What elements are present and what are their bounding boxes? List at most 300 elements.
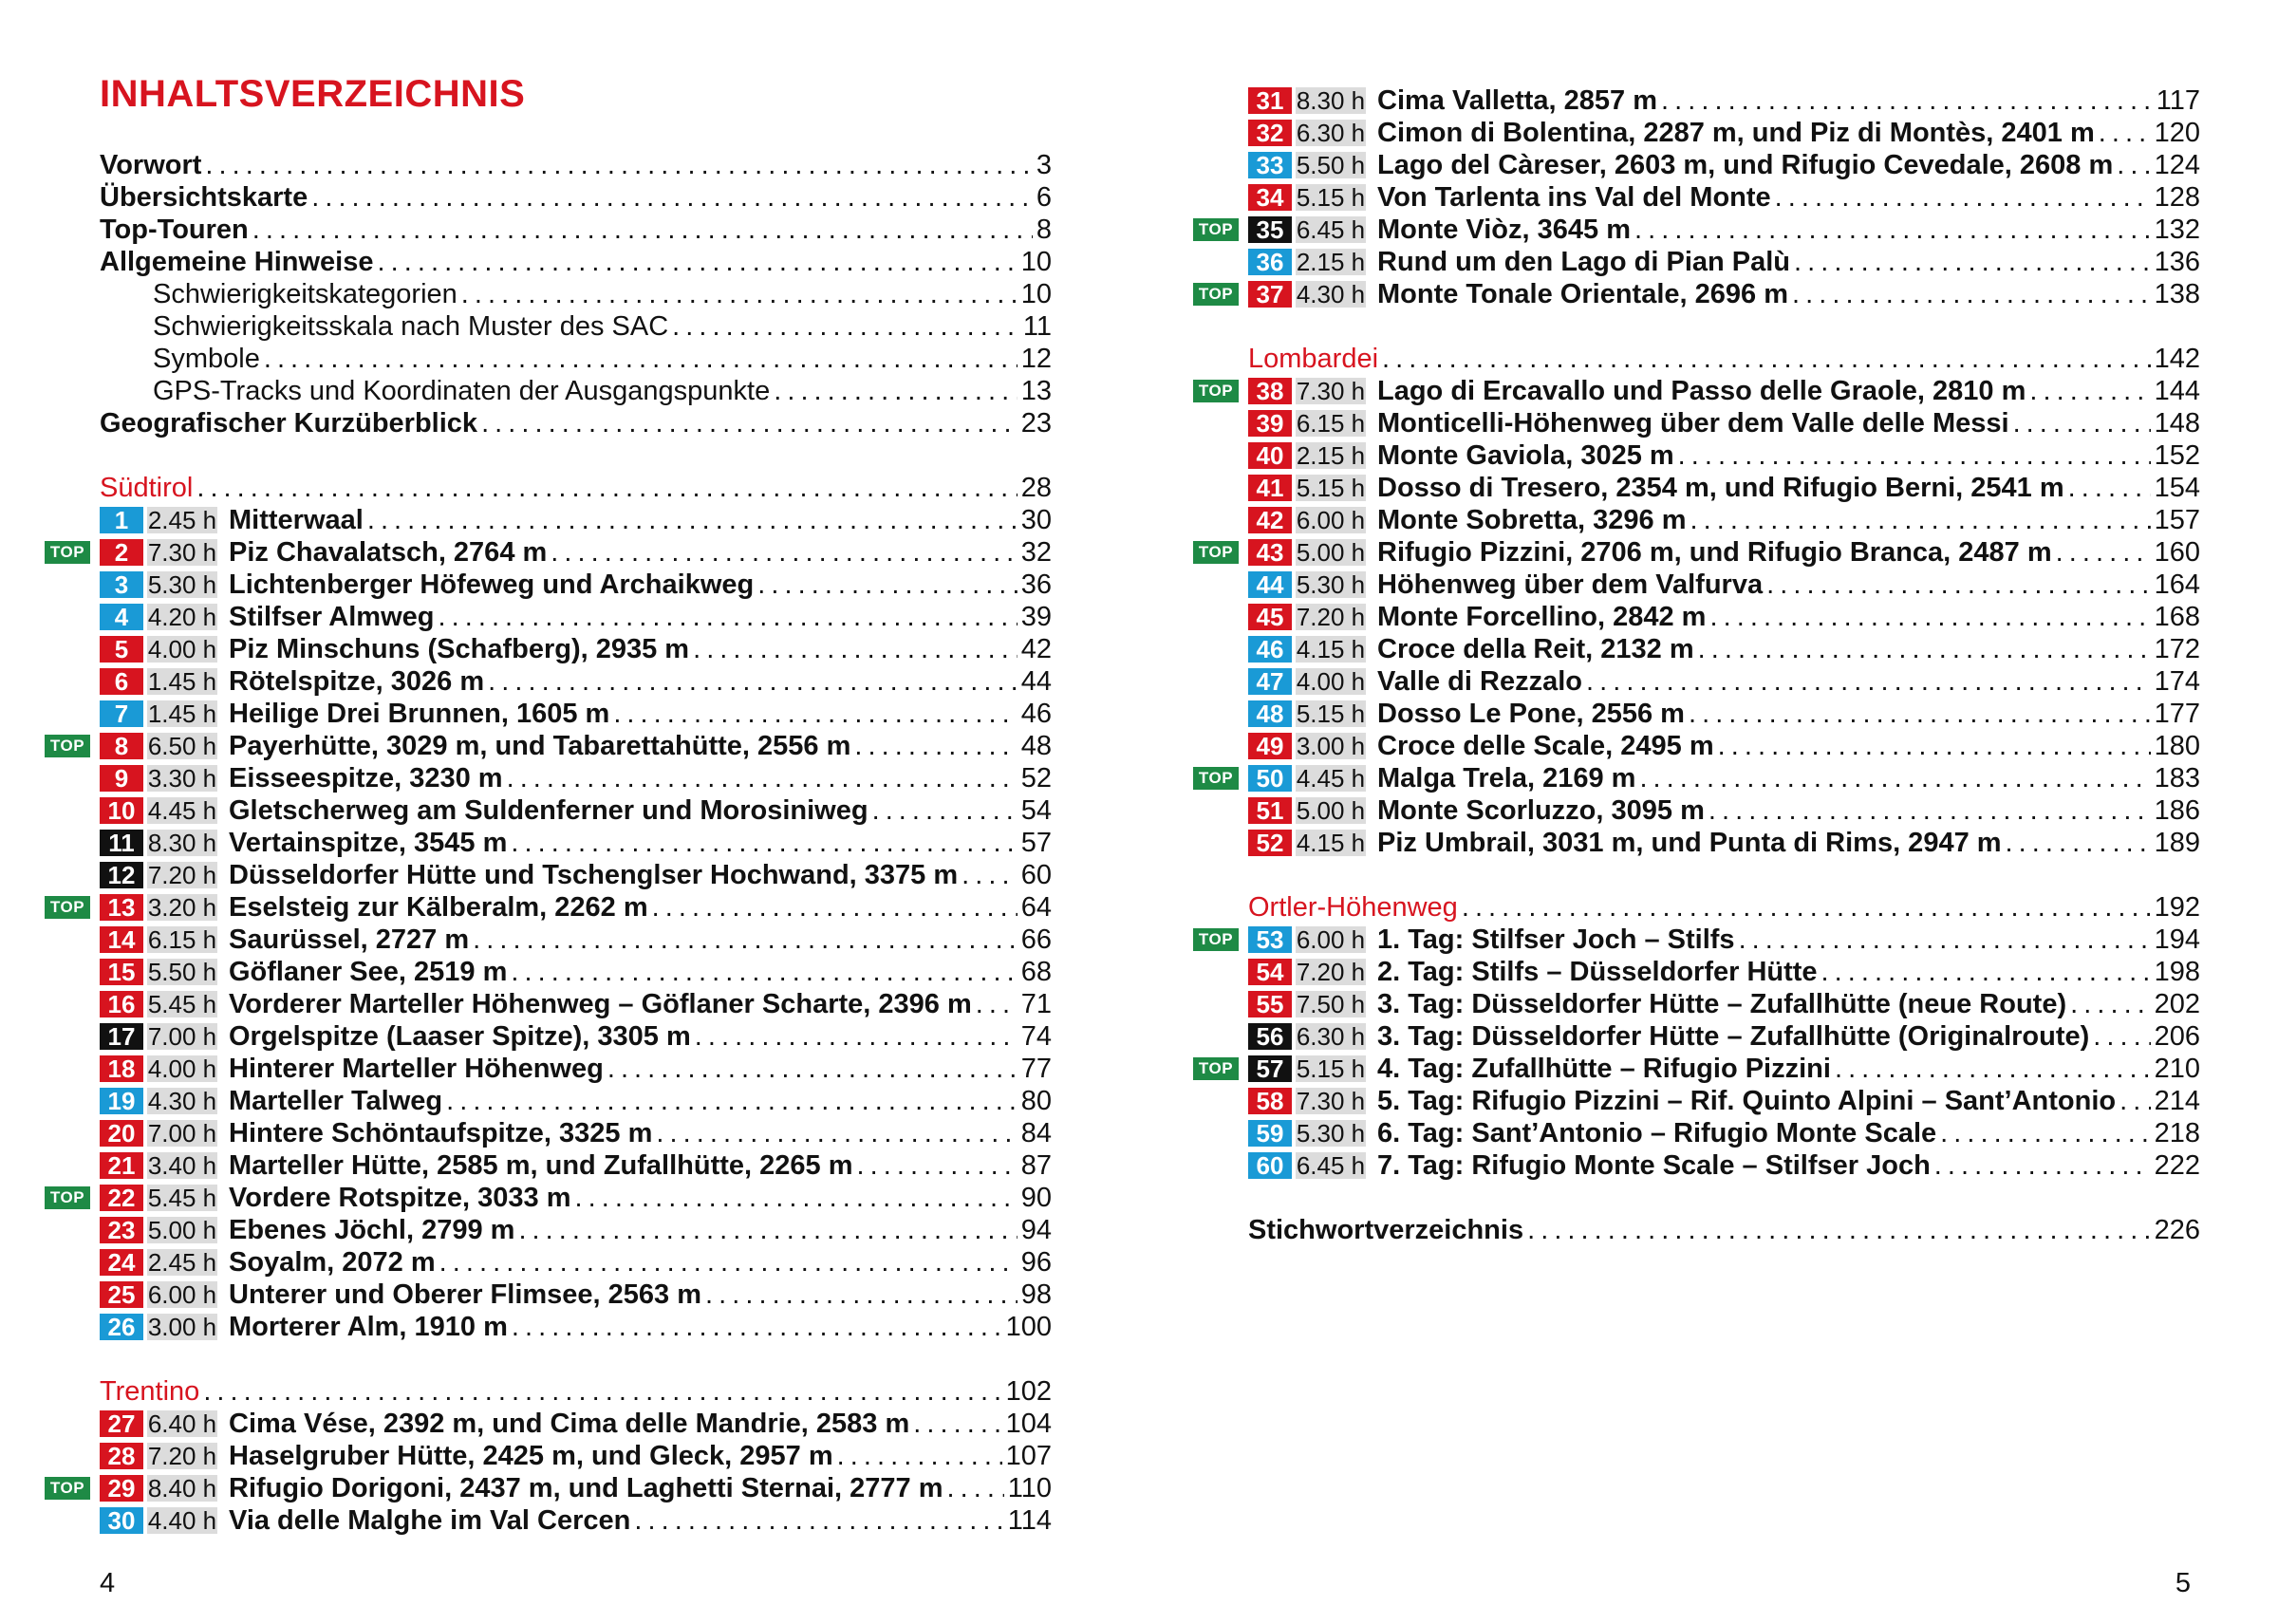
tour-duration: 6.50 h [147, 731, 217, 760]
tour-duration: 5.30 h [1296, 569, 1366, 599]
dot-leader [264, 344, 1018, 375]
tour-duration: 7.30 h [1296, 1086, 1366, 1115]
entry-page-number: 10 [1020, 246, 1052, 277]
tour-entry-46[interactable] [1248, 633, 2200, 665]
entry-label: Rifugio Pizzini, 2706 m, und Rifugio Branca, 2487 m [1377, 536, 2052, 568]
tour-entry-43[interactable] [1198, 536, 2200, 569]
entry-label: Von Tarlenta ins Val del Monte [1377, 181, 1771, 213]
tour-number-badge: 48 [1248, 700, 1292, 727]
entry-label: Croce delle Scale, 2495 m [1377, 730, 1714, 761]
toc-entry[interactable] [100, 214, 1052, 246]
tour-entry-40[interactable] [1248, 439, 2200, 472]
dot-leader [1739, 924, 2151, 956]
tour-number-badge: 45 [1248, 604, 1292, 630]
entry-label: Eisseespitze, 3230 m [229, 762, 503, 793]
tour-number-badge: 11 [100, 830, 143, 856]
dot-leader [634, 1505, 1003, 1537]
tour-entry-56[interactable] [1248, 1020, 2200, 1053]
tour-duration: 5.15 h [1296, 699, 1366, 728]
tour-number-badge: 53 [1248, 926, 1292, 953]
tour-number-badge: 47 [1248, 668, 1292, 695]
dot-leader [551, 537, 1017, 569]
dot-leader [693, 634, 1018, 665]
tour-duration: 8.30 h [1296, 85, 1366, 115]
tour-number-badge: 6 [100, 668, 143, 695]
tour-duration: 6.45 h [1296, 215, 1366, 244]
dot-leader [976, 989, 1018, 1020]
tour-number-badge: 25 [100, 1281, 143, 1308]
entry-page-number: 66 [1020, 924, 1052, 955]
entry-page-number: 48 [1020, 730, 1052, 761]
tour-number-badge: 36 [1248, 249, 1292, 275]
tour-entry-16[interactable] [100, 988, 1052, 1020]
dot-leader [438, 602, 1017, 633]
tour-entry-12[interactable] [100, 859, 1052, 891]
dot-leader [1634, 215, 2151, 246]
dot-leader [378, 247, 1018, 278]
entry-page-number: 148 [2154, 407, 2200, 439]
entry-page-number: 218 [2154, 1117, 2200, 1148]
tour-number-badge: 60 [1248, 1152, 1292, 1179]
tour-number-badge: 55 [1248, 991, 1292, 1017]
tour-entry-28[interactable] [100, 1440, 1052, 1472]
dot-leader [757, 569, 1017, 601]
tour-entry-42[interactable] [1248, 504, 2200, 536]
entry-label: Eselsteig zur Kälberalm, 2262 m [229, 891, 648, 923]
tour-entry-18[interactable] [100, 1053, 1052, 1085]
tour-entry-38[interactable] [1198, 375, 2200, 407]
dot-leader [607, 1054, 1018, 1085]
tour-entry-34[interactable] [1248, 181, 2200, 214]
tour-entry-25[interactable] [100, 1279, 1052, 1311]
entry-label: Ebenes Jöchl, 2799 m [229, 1214, 515, 1245]
entry-page-number: 77 [1020, 1053, 1052, 1084]
tour-entry-54[interactable] [1248, 956, 2200, 988]
entry-page-number: 192 [2154, 891, 2200, 923]
dot-leader [439, 1247, 1018, 1279]
dot-leader [1709, 602, 2150, 633]
toc-entry[interactable] [100, 1375, 1052, 1408]
tour-number-badge: 57 [1248, 1055, 1292, 1082]
tour-number-badge: 31 [1248, 87, 1292, 114]
tour-number-badge: 13 [100, 894, 143, 921]
top-tour-badge: TOP [1193, 218, 1239, 241]
tour-duration: 5.15 h [1296, 182, 1366, 212]
dot-leader [613, 699, 1017, 730]
tour-entry-9[interactable] [100, 762, 1052, 794]
toc-entry[interactable] [100, 181, 1052, 214]
tour-number-badge: 19 [100, 1088, 143, 1114]
tour-duration: 3.20 h [147, 892, 217, 922]
toc-entry[interactable] [1248, 891, 2200, 924]
entry-page-number: 60 [1020, 859, 1052, 890]
tour-entry-3[interactable] [100, 569, 1052, 601]
tour-entry-14[interactable] [100, 924, 1052, 956]
tour-duration: 6.00 h [147, 1279, 217, 1309]
tour-entry-2[interactable] [49, 536, 1052, 569]
dot-leader [2029, 376, 2150, 407]
dot-leader [518, 1215, 1017, 1246]
dot-leader [507, 763, 1018, 794]
entry-label: Valle di Rezzalo [1377, 665, 1582, 697]
entry-label: Morterer Alm, 1910 m [229, 1311, 508, 1342]
dot-leader [705, 1279, 1018, 1311]
dot-leader [913, 1409, 1001, 1440]
dot-leader [2093, 1021, 2150, 1053]
tour-entry-50[interactable] [1198, 762, 2200, 794]
dot-leader [2068, 473, 2151, 504]
tour-entry-22[interactable] [49, 1182, 1052, 1214]
entry-page-number: 11 [1022, 310, 1052, 342]
tour-duration: 3.00 h [147, 1312, 217, 1341]
entry-label: Marteller Talweg [229, 1085, 443, 1116]
tour-entry-57[interactable] [1198, 1053, 2200, 1085]
tour-number-badge: 33 [1248, 152, 1292, 178]
tour-duration: 1.45 h [147, 666, 217, 696]
dot-leader [652, 892, 1018, 924]
entry-label: Vorderer Marteller Höhenweg – Göflaner Scharte, 2396 m [229, 988, 972, 1019]
entry-page-number: 64 [1020, 891, 1052, 923]
dot-leader [774, 376, 1018, 407]
tour-number-badge: 59 [1248, 1120, 1292, 1147]
entry-label: Vorwort [100, 149, 202, 180]
tour-number-badge: 15 [100, 959, 143, 985]
tour-entry-58[interactable] [1248, 1085, 2200, 1117]
tour-duration: 2.15 h [1296, 247, 1366, 276]
tour-duration: 5.45 h [147, 1183, 217, 1212]
toc-entry[interactable] [100, 246, 1052, 278]
tour-entry-39[interactable] [1248, 407, 2200, 439]
tour-number-badge: 17 [100, 1023, 143, 1050]
tour-entry-13[interactable] [49, 891, 1052, 924]
tour-duration: 6.15 h [147, 924, 217, 954]
toc-entry[interactable] [100, 149, 1052, 181]
tour-number-badge: 37 [1248, 281, 1292, 308]
entry-page-number: 206 [2154, 1020, 2200, 1052]
dot-leader [854, 731, 1017, 762]
toc-entry[interactable] [1248, 1214, 2200, 1246]
entry-page-number: 52 [1020, 762, 1052, 793]
tour-entry-48[interactable] [1248, 698, 2200, 730]
top-tour-badge: TOP [45, 1477, 90, 1500]
toc-entry[interactable] [100, 407, 1052, 439]
entry-label: Monte Forcellino, 2842 m [1377, 601, 1707, 632]
entry-label: Rötelspitze, 3026 m [229, 665, 485, 697]
tour-entry-19[interactable] [100, 1085, 1052, 1117]
entry-label: Monte Tonale Orientale, 2696 m [1377, 278, 1788, 309]
entry-page-number: 172 [2154, 633, 2200, 664]
dot-leader [1678, 440, 2151, 472]
dot-leader [1527, 1215, 2151, 1246]
tour-number-badge: 7 [100, 700, 143, 727]
entry-page-number: 114 [1007, 1504, 1052, 1536]
dot-leader [1940, 1118, 2150, 1149]
dot-leader [461, 279, 1018, 310]
tour-duration: 4.00 h [147, 1054, 217, 1083]
tour-duration: 5.50 h [147, 957, 217, 986]
tour-entry-7[interactable] [100, 698, 1052, 730]
tour-entry-8[interactable] [49, 730, 1052, 762]
toc-entry[interactable] [100, 375, 1052, 407]
tour-entry-20[interactable] [100, 1117, 1052, 1149]
entry-page-number: 110 [1007, 1472, 1052, 1503]
tour-number-badge: 4 [100, 604, 143, 630]
entry-label: Allgemeine Hinweise [100, 246, 374, 277]
tour-duration: 7.00 h [147, 1021, 217, 1051]
tour-duration: 5.00 h [147, 1215, 217, 1244]
entry-label: Höhenweg über dem Valfurva [1377, 569, 1764, 600]
tour-entry-10[interactable] [100, 794, 1052, 827]
tour-entry-6[interactable] [100, 665, 1052, 698]
entry-page-number: 54 [1020, 794, 1052, 826]
tour-duration: 6.45 h [1296, 1150, 1366, 1180]
tour-duration: 7.30 h [147, 537, 217, 567]
tour-entry-41[interactable] [1248, 472, 2200, 504]
dot-leader [1382, 344, 2151, 375]
entry-label: 1. Tag: Stilfser Joch – Stilfs [1377, 924, 1735, 955]
tour-duration: 2.15 h [1296, 440, 1366, 470]
tour-entry-53[interactable] [1198, 924, 2200, 956]
entry-page-number: 30 [1020, 504, 1052, 535]
tour-entry-44[interactable] [1248, 569, 2200, 601]
entry-page-number: 164 [2154, 569, 2200, 600]
tour-duration: 4.00 h [147, 634, 217, 663]
toc-entry[interactable] [100, 343, 1052, 375]
dot-leader [1775, 182, 2151, 214]
dot-leader [2006, 828, 2151, 859]
entry-page-number: 42 [1020, 633, 1052, 664]
tour-entry-45[interactable] [1248, 601, 2200, 633]
entry-page-number: 74 [1020, 1020, 1052, 1052]
tour-duration: 1.45 h [147, 699, 217, 728]
tour-duration: 5.45 h [147, 989, 217, 1018]
tour-duration: 6.40 h [147, 1409, 217, 1438]
entry-page-number: 168 [2154, 601, 2200, 632]
tour-entry-30[interactable] [100, 1504, 1052, 1537]
entry-label: GPS-Tracks und Koordinaten der Ausgangspunkte [153, 375, 771, 406]
tour-entry-26[interactable] [100, 1311, 1052, 1343]
entry-label: Vertainspitze, 3545 m [229, 827, 508, 858]
top-tour-badge: TOP [1193, 541, 1239, 564]
entry-label: Düsseldorfer Hütte und Tschenglser Hochwand, 3375 m [229, 859, 959, 890]
tour-number-badge: 28 [100, 1443, 143, 1469]
entry-label: Monte Gaviola, 3025 m [1377, 439, 1674, 471]
entry-page-number: 32 [1020, 536, 1052, 568]
entry-page-number: 107 [1005, 1440, 1052, 1471]
entry-label: Hinterer Marteller Höhenweg [229, 1053, 604, 1084]
toc-title: INHALTSVERZEICHNIS [100, 73, 526, 115]
dot-leader [2056, 537, 2151, 569]
entry-page-number: 160 [2154, 536, 2200, 568]
entry-page-number: 226 [2154, 1214, 2200, 1245]
tour-number-badge: 32 [1248, 120, 1292, 146]
tour-duration: 7.00 h [147, 1118, 217, 1148]
dot-leader [857, 1150, 1018, 1182]
tour-number-badge: 58 [1248, 1088, 1292, 1114]
entry-page-number: 13 [1020, 375, 1052, 406]
entry-page-number: 183 [2154, 762, 2200, 793]
dot-leader [481, 408, 1018, 439]
entry-page-number: 6 [1036, 181, 1052, 213]
toc-entry[interactable] [1248, 343, 2200, 375]
tour-number-badge: 38 [1248, 378, 1292, 404]
entry-page-number: 152 [2154, 439, 2200, 471]
tour-number-badge: 22 [100, 1185, 143, 1211]
entry-label: 3. Tag: Düsseldorfer Hütte – Zufallhütte (Originalroute) [1377, 1020, 2090, 1052]
entry-page-number: 136 [2154, 246, 2200, 277]
tour-duration: 2.45 h [147, 1247, 217, 1277]
tour-number-badge: 50 [1248, 765, 1292, 792]
dot-leader [252, 215, 1033, 246]
entry-page-number: 189 [2154, 827, 2200, 858]
toc-entry[interactable] [100, 278, 1052, 310]
tour-duration: 4.00 h [1296, 666, 1366, 696]
tour-number-badge: 46 [1248, 636, 1292, 663]
dot-leader [962, 860, 1018, 891]
tour-duration: 4.15 h [1296, 634, 1366, 663]
entry-label: Hintere Schöntaufspitze, 3325 m [229, 1117, 653, 1148]
entry-page-number: 198 [2154, 956, 2200, 987]
tour-number-badge: 2 [100, 539, 143, 566]
tour-entry-37[interactable] [1198, 278, 2200, 310]
tour-duration: 5.15 h [1296, 1054, 1366, 1083]
entry-label: Monte Scorluzzo, 3095 m [1377, 794, 1705, 826]
tour-entry-4[interactable] [100, 601, 1052, 633]
tour-entry-11[interactable] [100, 827, 1052, 859]
entry-page-number: 100 [1005, 1311, 1052, 1342]
dot-leader [872, 795, 1018, 827]
tour-number-badge: 23 [100, 1217, 143, 1243]
tour-entry-29[interactable] [49, 1472, 1052, 1504]
dot-leader [2119, 1086, 2150, 1117]
tour-number-badge: 24 [100, 1249, 143, 1276]
dot-leader [1639, 763, 2150, 794]
tour-duration: 2.45 h [147, 505, 217, 534]
toc-entry[interactable] [100, 472, 1052, 504]
tour-number-badge: 29 [100, 1475, 143, 1502]
top-tour-badge: TOP [45, 541, 90, 564]
entry-page-number: 174 [2154, 665, 2200, 697]
tour-entry-32[interactable] [1248, 117, 2200, 149]
tour-duration: 5.15 h [1296, 473, 1366, 502]
tour-entry-49[interactable] [1248, 730, 2200, 762]
dot-leader [311, 182, 1033, 214]
entry-label: 2. Tag: Stilfs – Düsseldorfer Hütte [1377, 956, 1818, 987]
tour-entry-5[interactable] [100, 633, 1052, 665]
dot-leader [203, 1376, 1001, 1408]
tour-duration: 3.30 h [147, 763, 217, 793]
entry-page-number: 202 [2154, 988, 2200, 1019]
tour-entry-47[interactable] [1248, 665, 2200, 698]
tour-entry-15[interactable] [100, 956, 1052, 988]
tour-number-badge: 40 [1248, 442, 1292, 469]
dot-leader [511, 957, 1017, 988]
dot-leader [2117, 150, 2150, 181]
dot-leader [512, 1312, 1002, 1343]
entry-label: Heilige Drei Brunnen, 1605 m [229, 698, 610, 729]
tour-number-badge: 14 [100, 926, 143, 953]
tour-duration: 6.30 h [1296, 1021, 1366, 1051]
tour-duration: 6.00 h [1296, 505, 1366, 534]
dot-leader [1934, 1150, 2151, 1182]
top-tour-badge: TOP [45, 896, 90, 919]
tour-entry-1[interactable] [100, 504, 1052, 536]
tour-number-badge: 5 [100, 636, 143, 663]
tour-number-badge: 3 [100, 571, 143, 598]
entry-label: Top-Touren [100, 214, 249, 245]
entry-label: Schwierigkeitskategorien [153, 278, 457, 309]
entry-label: Monticelli-Höhenweg über dem Valle delle Messi [1377, 407, 2009, 439]
tour-entry-52[interactable] [1248, 827, 2200, 859]
tour-duration: 6.30 h [1296, 118, 1366, 147]
entry-label: Haselgruber Hütte, 2425 m, und Gleck, 2957 m [229, 1440, 833, 1471]
dot-leader [473, 924, 1018, 956]
entry-page-number: 117 [2156, 84, 2200, 116]
entry-page-number: 120 [2154, 117, 2200, 148]
entry-label: Saurüssel, 2727 m [229, 924, 470, 955]
tour-entry-31[interactable] [1248, 84, 2200, 117]
tour-number-badge: 18 [100, 1055, 143, 1082]
tour-entry-27[interactable] [100, 1408, 1052, 1440]
tour-entry-36[interactable] [1248, 246, 2200, 278]
tour-number-badge: 49 [1248, 733, 1292, 759]
entry-label: Unterer und Oberer Flimsee, 2563 m [229, 1279, 702, 1310]
tour-duration: 4.20 h [147, 602, 217, 631]
tour-duration: 6.15 h [1296, 408, 1366, 438]
dot-leader [1698, 634, 2151, 665]
entry-page-number: 128 [2154, 181, 2200, 213]
entry-label: Croce della Reit, 2132 m [1377, 633, 1694, 664]
tour-number-badge: 20 [100, 1120, 143, 1147]
toc-entry[interactable] [100, 310, 1052, 343]
dot-leader [1462, 892, 2151, 924]
tour-entry-23[interactable] [100, 1214, 1052, 1246]
top-tour-badge: TOP [45, 1186, 90, 1209]
entry-label: Lago di Ercavallo und Passo delle Graole, 2810 m [1377, 375, 2026, 406]
tour-entry-35[interactable] [1198, 214, 2200, 246]
entry-label: Lichtenberger Höfeweg und Archaikweg [229, 569, 755, 600]
entry-label: Piz Minschuns (Schafberg), 2935 m [229, 633, 690, 664]
tour-number-badge: 21 [100, 1152, 143, 1179]
tour-entry-17[interactable] [100, 1020, 1052, 1053]
entry-label: Geografischer Kurzüberblick [100, 407, 478, 439]
dot-leader [196, 473, 1017, 504]
entry-label: Rifugio Dorigoni, 2437 m, und Laghetti Sternai, 2777 m [229, 1472, 943, 1503]
tour-duration: 6.00 h [1296, 924, 1366, 954]
entry-label: Cima Vése, 2392 m, und Cima delle Mandrie, 2583 m [229, 1408, 910, 1439]
top-tour-badge: TOP [1193, 283, 1239, 306]
tour-entry-51[interactable] [1248, 794, 2200, 827]
entry-page-number: 46 [1020, 698, 1052, 729]
tour-entry-24[interactable] [100, 1246, 1052, 1279]
entry-page-number: 90 [1020, 1182, 1052, 1213]
entry-page-number: 102 [1005, 1375, 1052, 1407]
tour-entry-33[interactable] [1248, 149, 2200, 181]
tour-entry-21[interactable] [100, 1149, 1052, 1182]
entry-page-number: 210 [2154, 1053, 2200, 1084]
entry-page-number: 23 [1020, 407, 1052, 439]
dot-leader [1586, 666, 2151, 698]
tour-duration: 7.30 h [1296, 376, 1366, 405]
dot-leader [1689, 699, 2151, 730]
entry-page-number: 142 [2154, 343, 2200, 374]
tour-number-badge: 34 [1248, 184, 1292, 211]
tour-number-badge: 12 [100, 862, 143, 888]
tour-number-badge: 27 [100, 1410, 143, 1437]
tour-entry-55[interactable] [1248, 988, 2200, 1020]
tour-entry-60[interactable] [1248, 1149, 2200, 1182]
tour-entry-59[interactable] [1248, 1117, 2200, 1149]
